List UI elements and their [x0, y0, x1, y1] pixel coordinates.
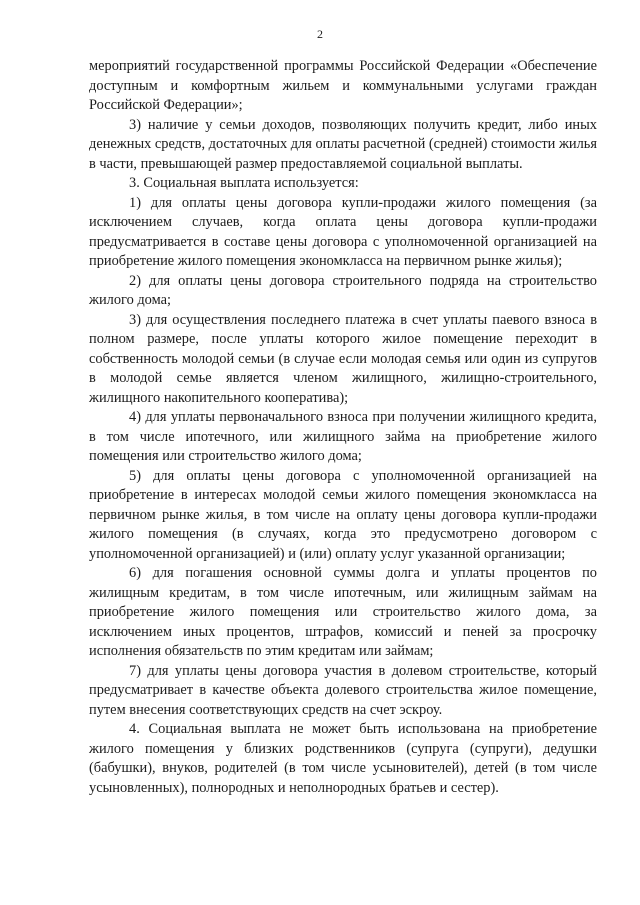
- paragraph-section-3-heading: 3. Социальная выплата используется:: [129, 175, 359, 191]
- paragraph-use-4: 4) для уплаты первоначального взноса при получении жилищного кредита, в том числе ипотечного, или жилищного займа на приобретение жилого помещения или строительство жилого дома;: [89, 409, 597, 464]
- paragraph-use-2: 2) для оплаты цены договора строительного подряда на строительство жилого дома;: [89, 272, 597, 308]
- paragraph-use-1: 1) для оплаты цены договора купли-продажи жилого помещения (за исключением случаев, когда оплата цены договора купли-продажи предусматривается в составе цены договора с уполномоченной организацией на приобретение жилого помещения экономкласса на первичном рынке жилья);: [89, 194, 597, 269]
- paragraph-continuation: мероприятий государственной программы Российской Федерации «Обеспечение доступным и комфортным жильем и коммунальными услугами граждан Российской Федерации»;: [89, 58, 597, 113]
- paragraph-section-4: 4. Социальная выплата не может быть использована на приобретение жилого помещения у близких родственников (супруга (супруги), дедушки (бабушки), внуков, родителей (в том числе усыновителей), детей (в том числе усыновленных), полнородных и неполнородных братьев и сестер).: [89, 721, 597, 796]
- paragraph-use-7: 7) для уплаты цены договора участия в долевом строительстве, который предусматривает в качестве объекта долевого строительства жилое помещение, путем внесения соответствующих средств на счет эскроу.: [89, 662, 597, 718]
- paragraph-use-3: 3) для осуществления последнего платежа в счет уплаты паевого взноса в полном размере, после уплаты которого жилое помещение переходит в собственность молодой семьи (в случае если молодая семья или один из супругов в молодой семье является членом жилищного, жилищно-строительного, жилищного накопительного кооператива);: [89, 311, 597, 406]
- paragraph-item-3-income: 3) наличие у семьи доходов, позволяющих получить кредит, либо иных денежных средств, достаточных для оплаты расчетной (средней) стоимости жилья в части, превышающей размер предоставляемой социальной выплаты.: [89, 116, 597, 172]
- paragraph-use-6: 6) для погашения основной суммы долга и уплаты процентов по жилищным кредитам, в том числе ипотечным, или жилищным займам на приобретение жилого помещения или строительство жилого дома, за исключением иных процентов, штрафов, комиссий и пеней за просрочку исполнения обязательств по этим кредитам или займам;: [89, 565, 597, 659]
- paragraph-use-5: 5) для оплаты цены договора с уполномоченной организацией на приобретение в интересах молодой семьи жилого помещения экономкласса на первичном рынке жилья, в том числе на оплату цены договора купли-продажи жилого помещения (в случаях, когда это предусмотрено договором с уполномоченной организацией) и (или) оплату услуг указанной организации;: [89, 467, 597, 562]
- page-number: 2: [317, 27, 323, 41]
- document-body: [89, 57, 597, 798]
